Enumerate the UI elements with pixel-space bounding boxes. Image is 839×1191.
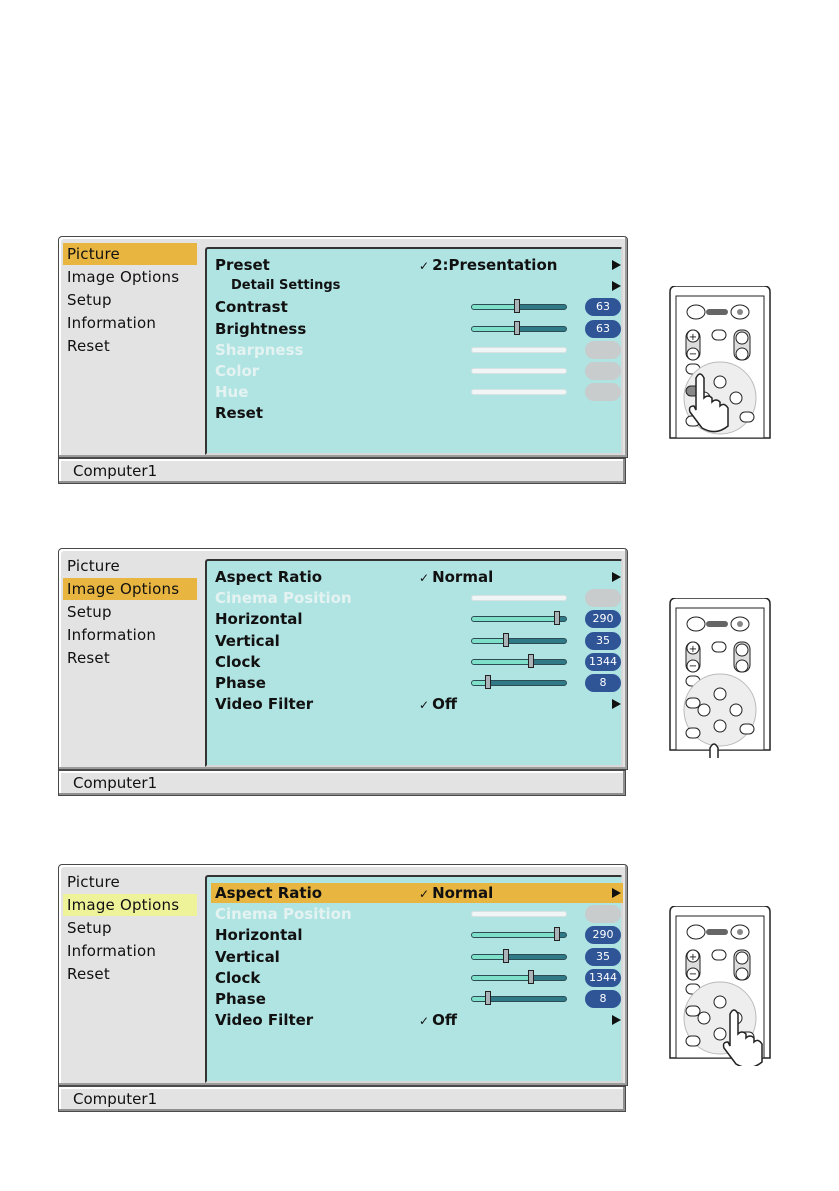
submenu-row-color[interactable] xyxy=(211,361,623,381)
right-triangle-icon xyxy=(612,281,621,291)
submenu-row-video-filter[interactable] xyxy=(211,1010,623,1030)
svg-text:−: − xyxy=(688,661,698,672)
svg-text:−: − xyxy=(688,969,698,980)
adjust-slider xyxy=(471,368,567,374)
right-triangle-icon xyxy=(612,699,621,709)
row-value-text: Off xyxy=(432,1011,457,1030)
value-badge xyxy=(585,905,621,923)
submenu-row-aspect-ratio[interactable] xyxy=(211,883,623,903)
osd-frame xyxy=(58,236,628,458)
menu-item-image-options[interactable]: Image Options xyxy=(63,578,197,600)
slider-fill xyxy=(472,639,506,643)
input-source-label: Computer1 xyxy=(73,462,158,480)
slider-knob[interactable] xyxy=(528,654,534,668)
checkmark-icon: ✓ xyxy=(419,259,430,273)
adjust-slider[interactable] xyxy=(471,326,567,332)
adjust-slider[interactable] xyxy=(471,659,567,665)
submenu-row-hue[interactable] xyxy=(211,382,623,402)
adjust-slider[interactable] xyxy=(471,680,567,686)
submenu-row-horizontal[interactable] xyxy=(211,609,623,629)
row-label: Cinema Position xyxy=(215,905,352,924)
menu-item-picture[interactable]: Picture xyxy=(67,557,120,575)
submenu-row-cinema-position[interactable] xyxy=(211,904,623,924)
slider-fill xyxy=(472,660,531,664)
value-badge: 1344 xyxy=(585,653,621,671)
row-label: Brightness xyxy=(215,319,307,338)
remote-control-icon xyxy=(668,286,772,436)
adjust-slider xyxy=(471,389,567,395)
checkmark-icon: ✓ xyxy=(419,698,430,713)
submenu-row-sharpness[interactable] xyxy=(211,340,623,360)
row-label: Aspect Ratio xyxy=(215,884,323,902)
row-value-text: Normal xyxy=(432,568,494,586)
right-triangle-icon xyxy=(612,888,621,898)
submenu-row-reset[interactable] xyxy=(211,403,623,423)
adjust-slider[interactable] xyxy=(471,954,567,960)
osd-menu-window xyxy=(58,864,628,1116)
adjust-slider xyxy=(471,347,567,353)
row-label: Horizontal xyxy=(215,610,303,629)
row-label: Reset xyxy=(215,404,263,423)
slider-knob[interactable] xyxy=(503,949,509,963)
svg-text:+: + xyxy=(688,952,698,963)
value-badge xyxy=(585,383,621,401)
slider-knob[interactable] xyxy=(554,611,560,625)
row-label: Preset xyxy=(215,256,270,274)
svg-text:−: − xyxy=(688,349,698,360)
adjust-slider xyxy=(471,911,567,917)
menu-item-picture[interactable]: Picture xyxy=(67,873,120,891)
adjust-slider[interactable] xyxy=(471,304,567,310)
submenu-row-cinema-position[interactable] xyxy=(211,588,623,608)
value-badge: 8 xyxy=(585,990,621,1008)
menu-item-reset[interactable]: Reset xyxy=(67,337,110,355)
row-value xyxy=(419,883,493,904)
menu-item-information[interactable]: Information xyxy=(67,942,157,960)
row-label: Vertical xyxy=(215,947,280,966)
svg-text:+: + xyxy=(688,644,698,655)
row-label: Contrast xyxy=(215,298,288,317)
menu-item-reset[interactable]: Reset xyxy=(67,965,110,983)
submenu-row-horizontal[interactable] xyxy=(211,925,623,945)
menu-item-reset[interactable]: Reset xyxy=(67,649,110,667)
osd-status-bar xyxy=(58,770,626,796)
row-label: Vertical xyxy=(215,631,280,650)
value-badge: 8 xyxy=(585,674,621,692)
value-badge: 1344 xyxy=(585,969,621,987)
osd-frame xyxy=(58,548,628,770)
submenu-row-clock[interactable] xyxy=(211,652,623,672)
slider-fill xyxy=(472,327,517,331)
checkmark-icon: ✓ xyxy=(419,571,430,585)
adjust-slider[interactable] xyxy=(471,996,567,1002)
menu-item-image-options[interactable]: Image Options xyxy=(63,894,197,916)
right-triangle-icon xyxy=(612,1015,621,1025)
remote-control-icon xyxy=(668,906,772,1056)
value-badge: 35 xyxy=(585,948,621,966)
checkmark-icon: ✓ xyxy=(419,1014,430,1029)
menu-item-setup[interactable]: Setup xyxy=(67,919,112,937)
submenu-row-contrast[interactable] xyxy=(211,297,623,317)
row-label: Phase xyxy=(215,990,266,1008)
row-label: Video Filter xyxy=(215,1011,314,1030)
right-triangle-icon xyxy=(612,572,621,582)
slider-fill xyxy=(472,617,557,621)
value-badge: 290 xyxy=(585,610,621,628)
value-badge: 35 xyxy=(585,632,621,650)
submenu-row-aspect-ratio[interactable] xyxy=(211,567,623,587)
slider-fill xyxy=(472,305,517,309)
osd-submenu-panel xyxy=(205,247,623,455)
row-label: Horizontal xyxy=(215,926,303,945)
menu-item-setup[interactable]: Setup xyxy=(67,291,112,309)
value-badge xyxy=(585,341,621,359)
menu-item-information[interactable]: Information xyxy=(67,314,157,332)
adjust-slider[interactable] xyxy=(471,638,567,644)
slider-fill xyxy=(472,933,557,937)
row-value xyxy=(419,567,493,588)
row-label: Cinema Position xyxy=(215,589,352,608)
right-triangle-icon xyxy=(612,260,621,270)
checkmark-icon: ✓ xyxy=(419,887,430,901)
row-label: Sharpness xyxy=(215,340,304,359)
svg-text:+: + xyxy=(688,332,698,343)
osd-status-bar xyxy=(58,458,626,484)
row-label: Video Filter xyxy=(215,695,314,714)
slider-knob[interactable] xyxy=(528,970,534,984)
osd-menu-window xyxy=(58,236,628,488)
submenu-row-phase[interactable] xyxy=(211,673,623,693)
value-badge: 290 xyxy=(585,926,621,944)
input-source-label: Computer1 xyxy=(73,1090,158,1108)
submenu-row-vertical[interactable] xyxy=(211,631,623,651)
slider-knob[interactable] xyxy=(554,927,560,941)
submenu-row-phase[interactable] xyxy=(211,989,623,1009)
menu-item-picture[interactable]: Picture xyxy=(63,243,197,265)
adjust-slider[interactable] xyxy=(471,932,567,938)
submenu-row-clock[interactable] xyxy=(211,968,623,988)
row-value-text: 2:Presentation xyxy=(432,256,558,274)
row-value xyxy=(419,694,457,715)
osd-status-bar xyxy=(58,1086,626,1112)
value-badge xyxy=(585,589,621,607)
adjust-slider[interactable] xyxy=(471,975,567,981)
adjust-slider[interactable] xyxy=(471,616,567,622)
value-badge: 63 xyxy=(585,320,621,338)
remote-control-icon xyxy=(668,598,772,748)
submenu-row-video-filter[interactable] xyxy=(211,694,623,714)
submenu-row-preset[interactable] xyxy=(211,255,623,275)
row-value xyxy=(419,1010,457,1031)
slider-fill xyxy=(472,976,531,980)
row-value-text: Normal xyxy=(432,884,494,902)
menu-item-image-options[interactable]: Image Options xyxy=(67,268,180,286)
submenu-row-vertical[interactable] xyxy=(211,947,623,967)
menu-item-setup[interactable]: Setup xyxy=(67,603,112,621)
row-value xyxy=(419,255,557,276)
row-label: Detail Settings xyxy=(231,278,341,294)
row-label: Color xyxy=(215,362,260,380)
row-value-text: Off xyxy=(432,695,457,714)
slider-knob[interactable] xyxy=(485,675,491,689)
input-source-label: Computer1 xyxy=(73,774,158,792)
value-badge xyxy=(585,362,621,380)
submenu-row-brightness[interactable] xyxy=(211,319,623,339)
slider-knob[interactable] xyxy=(514,321,520,335)
row-label: Phase xyxy=(215,674,266,692)
slider-knob[interactable] xyxy=(514,299,520,313)
row-label: Clock xyxy=(215,968,261,987)
value-badge: 63 xyxy=(585,298,621,316)
osd-submenu-panel xyxy=(205,559,623,767)
row-label: Hue xyxy=(215,383,249,402)
adjust-slider xyxy=(471,595,567,601)
osd-frame xyxy=(58,864,628,1086)
slider-knob[interactable] xyxy=(485,991,491,1005)
row-label: Clock xyxy=(215,652,261,671)
slider-knob[interactable] xyxy=(503,633,509,647)
osd-submenu-panel xyxy=(205,875,623,1083)
slider-fill xyxy=(472,955,506,959)
submenu-row-detail-settings[interactable] xyxy=(211,276,623,296)
menu-item-information[interactable]: Information xyxy=(67,626,157,644)
row-label: Aspect Ratio xyxy=(215,568,323,586)
osd-menu-window xyxy=(58,548,628,800)
